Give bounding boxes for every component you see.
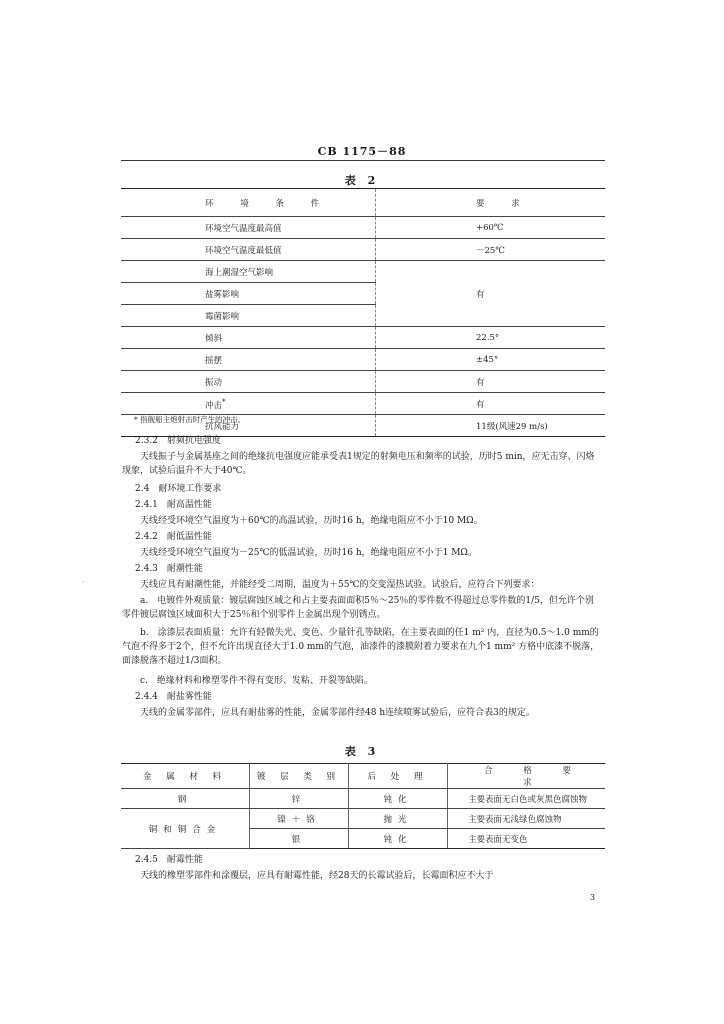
table2 — [121, 188, 605, 437]
section-2-4-4-title: 2.4.4 耐盐雾性能 — [135, 692, 212, 702]
table2-footnote: * 指舰船主炮射击时产生的冲击。 — [134, 415, 246, 424]
requirement-cell: 有 — [376, 371, 606, 393]
requirement-cell: －25℃ — [376, 239, 606, 261]
table-row — [121, 305, 605, 327]
table-row — [121, 809, 605, 829]
requirement-cell: ±45° — [376, 349, 606, 371]
section-2-4-1-text: 天线经受环境空气温度为＋60℃的高温试验，历时16 h，绝缘电阻应不小于10 MΩ。 — [140, 516, 483, 526]
plating-cell: 银 — [250, 829, 349, 849]
table3-header-cell: 后 处 理 — [349, 764, 448, 789]
condition-cell: 倾斜 — [121, 327, 376, 349]
section-2-4-2-text: 天线经受环境空气温度为－25℃的低温试验，历时16 h，绝缘电阻应不小于1 MΩ。 — [140, 548, 477, 558]
requirement-cell — [376, 261, 606, 283]
table-row — [121, 217, 605, 239]
condition-text: 冲击 — [205, 400, 223, 411]
condition-cell: 环境空气温度最高值 — [121, 217, 376, 239]
requirement-cell — [376, 305, 606, 327]
requirement-cell: 有 — [476, 289, 485, 300]
footnote-mark: * — [222, 396, 226, 406]
condition-cell: 海上潮湿空气影响 — [121, 261, 376, 283]
margin-mark: · — [82, 578, 85, 587]
requirement-cell: 主要表面无变色 — [448, 829, 606, 849]
table-row — [121, 327, 605, 349]
section-2-4-5-text: 天线的橡塑零部件和涂覆层，应具有耐霉性能，经28天的长霉试验后，长霉面积应不大于 — [140, 871, 494, 881]
condition-cell: 抗风能力 — [121, 415, 376, 437]
requirement-cell: 主要表面无浅绿色腐蚀物 — [448, 809, 606, 829]
section-2-3-2-title: 2.3.2 射频抗电强度 — [135, 436, 221, 446]
header-rule — [121, 160, 605, 161]
table-row — [121, 371, 605, 393]
table-row — [121, 239, 605, 261]
table3-header-cell: 金 属 材 料 — [121, 764, 250, 789]
requirement-cell: 22.5° — [376, 327, 606, 349]
requirement-cell: +60℃ — [376, 217, 606, 239]
table3 — [121, 763, 605, 849]
material-cell: 钢 — [121, 789, 250, 809]
requirement-cell: 11级(风速29 m/s) — [376, 415, 606, 437]
table3-header-cell: 镀 层 类 别 — [250, 764, 349, 789]
table-row — [121, 349, 605, 371]
section-2-4-3-item-b: b. 涂漆层表面质量：允许有轻微失光、变色、少量针孔等缺陷，在主要表面的任1 m² 内，直径为0.5～1.0 mm的气泡不得多于2个，但不允许出现直径大于1.0 mm的气泡，油漆件的漆膜附着力要求在九个1 mm² 方格中底漆不脱落，面漆脱落不超过1/3面积。 — [122, 628, 600, 666]
section-2-4-1-title: 2.4.1 耐高温性能 — [135, 500, 212, 510]
plating-cell: 镍＋铬 — [250, 809, 349, 829]
plating-cell: 锌 — [250, 789, 349, 809]
section-2-4-3-item-a: a. 电镀件外观质量：镀层腐蚀区域之和占主要表面面积5％～25％的零件数不得超过总零件数的1/5，但允许个别零件镀层腐蚀区域面积大于25％和个别零件上金属出现个别锈点。 — [122, 596, 594, 620]
table3-header-row — [121, 764, 605, 789]
condition-cell: 霉菌影响 — [121, 305, 376, 327]
section-2-4-3-text: 天线应具有耐潮性能，并能经受二周期，温度为＋55℃的交变湿热试验。试验后，应符合下列要求： — [140, 580, 540, 590]
table2-col-requirement: 要 求 — [376, 189, 606, 217]
condition-cell: 振动 — [121, 371, 376, 393]
table2-col-condition: 环 境 条 件 — [121, 189, 376, 217]
table2-title: 表 2 — [344, 174, 380, 187]
material-cell: 铜和铜合金 — [121, 809, 250, 849]
condition-cell: 摇摆 — [121, 349, 376, 371]
table-row — [121, 283, 605, 305]
posttreatment-cell: 钝化 — [349, 829, 448, 849]
section-2-4-5-title: 2.4.5 耐霉性能 — [135, 855, 203, 865]
table3-header-cell: 合 格 要 求 — [448, 764, 606, 789]
section-2-4-4-text: 天线的金属零部件，应具有耐盐雾的性能，金属零部件经48 h连续喷雾试验后，应符合表3的规定。 — [140, 708, 535, 718]
condition-cell: 环境空气温度最低值 — [121, 239, 376, 261]
standard-header: CB 1175－88 — [317, 145, 407, 158]
section-2-4-2-title: 2.4.2 耐低温性能 — [135, 532, 212, 542]
posttreatment-cell: 抛光 — [349, 809, 448, 829]
section-2-4-3-item-c: c. 绝缘材料和橡塑零件不得有变形、发粘、开裂等缺陷。 — [140, 676, 373, 686]
table2-header-row — [121, 189, 605, 217]
section-2-4-3-title: 2.4.3 耐潮性能 — [135, 564, 203, 574]
requirement-cell: 主要表面无白色或灰黑色腐蚀物 — [448, 789, 606, 809]
table-row — [121, 261, 605, 283]
section-2-4-title: 2.4 耐环境工作要求 — [135, 484, 222, 494]
posttreatment-cell: 钝化 — [349, 789, 448, 809]
table-row — [121, 789, 605, 809]
table-row — [121, 393, 605, 415]
requirement-cell: 有 — [376, 393, 606, 415]
condition-cell — [121, 393, 376, 415]
table3-title: 表 3 — [344, 745, 380, 758]
section-2-3-2-text: 天线振子与金属基座之间的绝缘抗电强度应能承受表1规定的射频电压和频率的试验，历时5 min，应无击穿、闪烙现象，试验后温升不大于40℃。 — [122, 452, 595, 476]
page-number: 3 — [590, 893, 596, 902]
condition-cell: 盐雾影响 — [121, 283, 376, 305]
